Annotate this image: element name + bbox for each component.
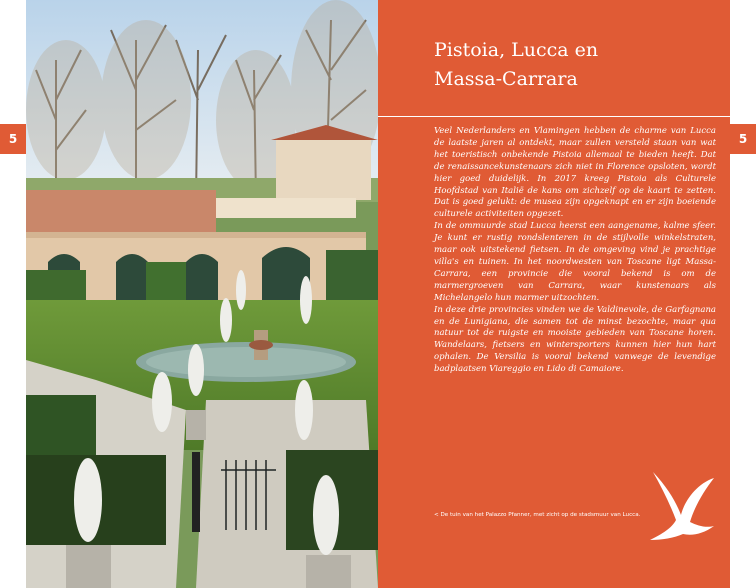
article-body bbox=[434, 126, 716, 376]
swallow-bird-logo-icon bbox=[648, 460, 718, 545]
title-line-2: Massa-Carrara bbox=[434, 68, 578, 90]
article-panel bbox=[378, 0, 730, 588]
paragraph: Veel Nederlanders en Vlamingen hebben de charme van Lucca de laatste jaren al ontdekt, maar zullen versteld staan van wat het toeristisch onbekende Pistoia allemaal te bieden heeft. Dat de renaissancekunstenaars zich niet in Florence opsloten, wordt hier goed duidelijk. In 2017 kreeg Pistoia als Culturele Hoofdstad van Italië de kans om zichzelf op de kaart te zetten. Dat is goed gelukt: de musea zijn opgeknapt en er zijn boeiende culturele activiteiten opgezet. bbox=[434, 126, 716, 220]
page-number-left: 5 bbox=[0, 124, 26, 154]
title-line-1: Pistoia, Lucca en bbox=[434, 39, 599, 61]
page-number-right: 5 bbox=[730, 124, 756, 154]
title-divider bbox=[378, 116, 730, 117]
article-title bbox=[434, 36, 714, 94]
garden-photo bbox=[26, 0, 378, 588]
photo-caption: < De tuin van het Palazzo Pfanner, met zicht op de stadsmuur van Lucca. bbox=[434, 512, 641, 518]
paragraph: In deze drie provincies vinden we de Valdinevole, de Garfagnana en de Lunigiana, die samen tot de minst bezochte, maar qua natuur tot de ruigste en mooiste gebieden van Toscane horen. Wandelaars, fietsers en wintersporters kunnen hier hun hart ophalen. De Versilia is vooral bekend vanwege de levendige badplaatsen Viareggio en Lido di Camaiore. bbox=[434, 304, 716, 375]
paragraph: In de ommuurde stad Lucca heerst een aangename, kalme sfeer. Je kunt er rustig rondslenteren in de stijlvolle winkelstraten, maar ook uitstekend fietsen. In de omgeving vind je prachtige villa's en tuinen. In het noordwesten van Toscane ligt Massa-Carrara, een provincie die vooral bekend is om de marmergroeven van Carrara, waar kunstenaars als Michelangelo hun marmer uitzochten. bbox=[434, 221, 716, 303]
